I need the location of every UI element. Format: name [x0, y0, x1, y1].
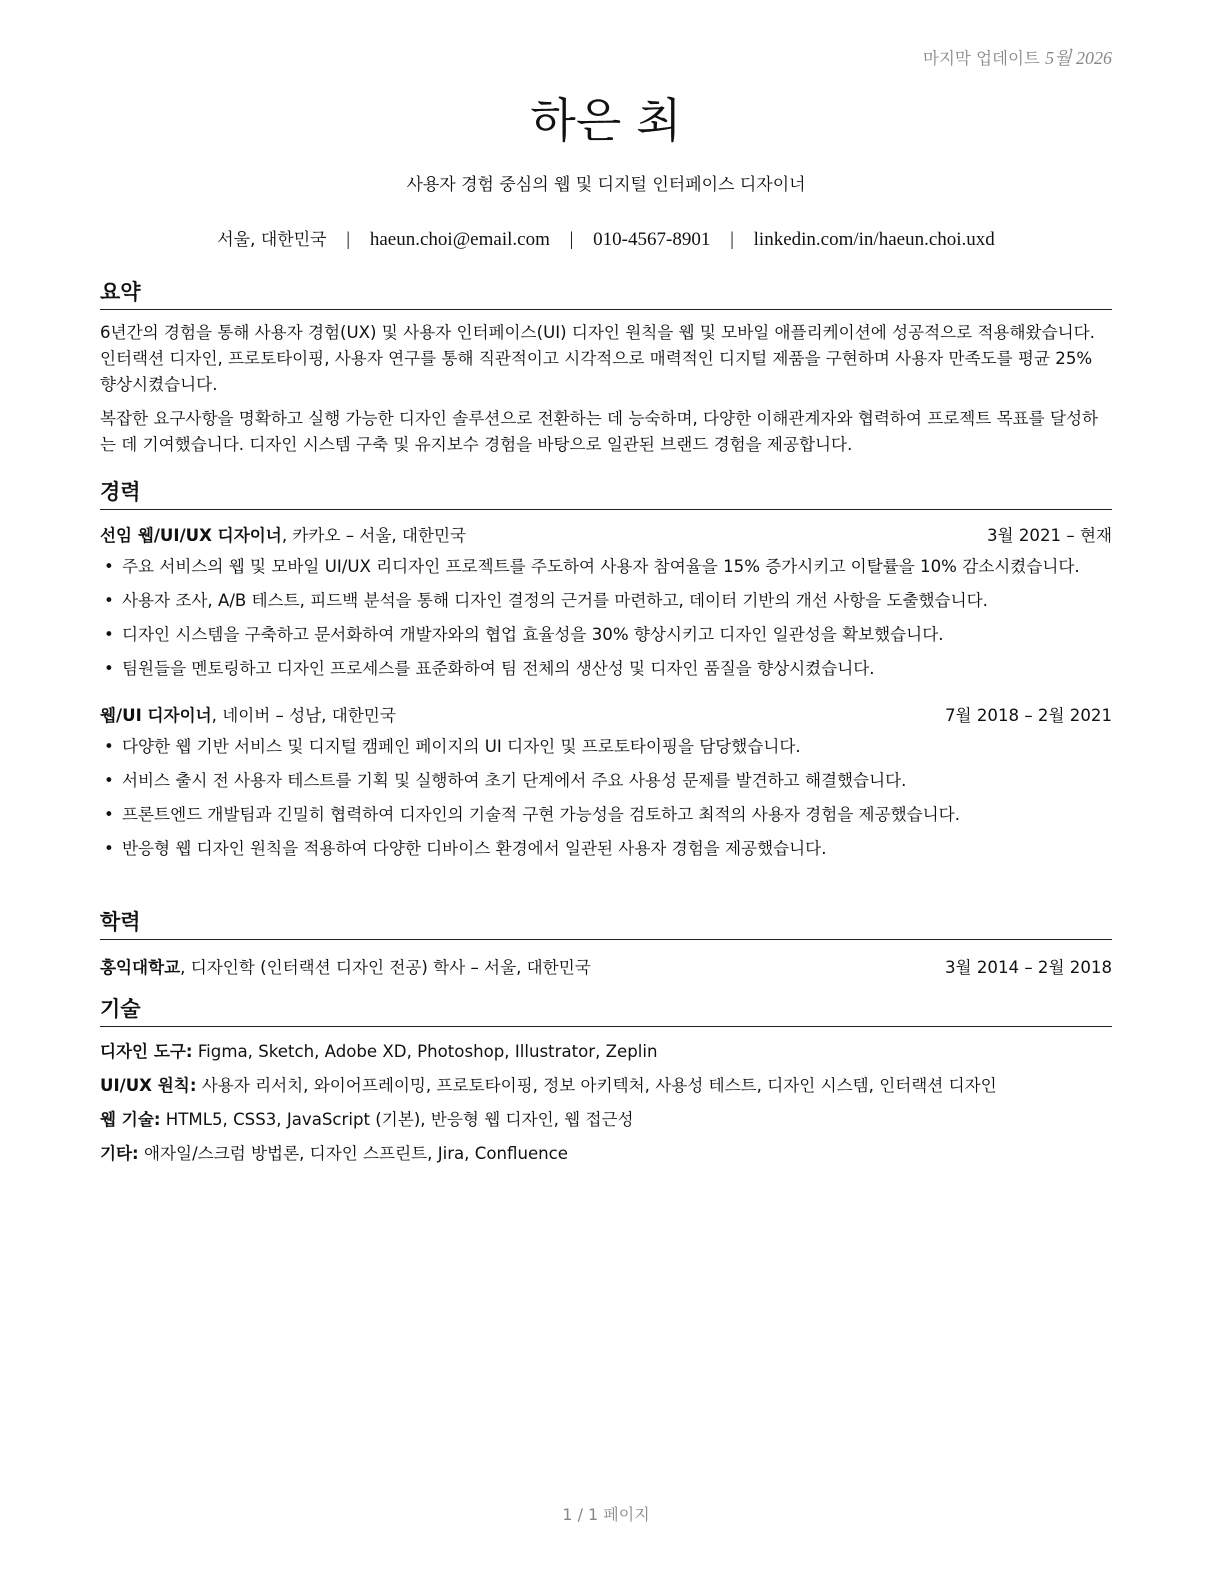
job-dates: 3월 2021 – 현재 [987, 526, 1112, 545]
last-updated-label: 마지막 업데이트 [923, 49, 1040, 68]
contact-email[interactable]: haeun.choi@email.com [369, 229, 550, 250]
section-title-skills: 기술 [100, 993, 1112, 1027]
contact-separator: | [346, 229, 351, 250]
job-bullet: • 프론트엔드 개발팀과 긴밀히 협력하여 디자인의 기술적 구현 가능성을 검토하고 최적의 사용자 경험을 제공했습니다. [100, 802, 1112, 828]
contact-separator: | [730, 229, 734, 250]
job-title: 선임 웹/UI/UX 디자이너 [100, 526, 282, 545]
job-bullet: • 반응형 웹 디자인 원칙을 적용하여 다양한 디바이스 환경에서 일관된 사용자 경험을 제공했습니다. [100, 836, 1112, 862]
skill-row [100, 1141, 1112, 1167]
bullet-dot-icon: • [104, 737, 114, 756]
bullet-dot-icon: • [104, 625, 114, 644]
job-bullet: • 사용자 조사, A/B 테스트, 피드백 분석을 통해 디자인 결정의 근거를 마련하고, 데이터 기반의 개선 사항을 도출했습니다. [100, 588, 1112, 614]
degree-info: , 디자인학 (인터랙션 디자인 전공) 학사 – 서울, 대한민국 [180, 958, 591, 977]
skill-label: 디자인 도구: [100, 1042, 193, 1061]
last-updated-date: 5월 2026 [1045, 48, 1112, 68]
tagline: 사용자 경험 중심의 웹 및 디지털 인터페이스 디자이너 [406, 175, 806, 195]
skill-row [100, 1107, 1112, 1133]
job-entry [100, 702, 1112, 862]
skill-value: Figma, Sketch, Adobe XD, Photoshop, Illustrator, Zeplin [192, 1042, 658, 1061]
section-title-experience: 경력 [100, 476, 1112, 510]
summary-section [100, 276, 1112, 458]
resume-page [100, 0, 1112, 1584]
skill-label: 웹 기술: [100, 1110, 161, 1129]
bullet-dot-icon: • [104, 805, 114, 824]
contact-location: 서울, 대한민국 [217, 230, 327, 250]
job-header [100, 702, 1112, 726]
person-name: 하은 최 [530, 94, 682, 149]
school-name: 홍익대학교 [100, 958, 181, 977]
job-bullet: • 팀원들을 멘토링하고 디자인 프로세스를 표준화하여 팀 전체의 생산성 및 디자인 품질을 향상시켰습니다. [100, 656, 1112, 682]
contact-separator: | [569, 229, 574, 250]
skill-label: 기타: [100, 1144, 139, 1163]
skills-section [100, 993, 1112, 1167]
contact-line [100, 225, 1112, 251]
job-company: , 카카오 – 서울, 대한민국 [281, 526, 467, 545]
skill-value: 애자일/스크럼 방법론, 디자인 스프린트, Jira, Confluence [138, 1144, 569, 1163]
job-bullet: • 디자인 시스템을 구축하고 문서화하여 개발자와의 협업 효율성을 30% 향상시키고 디자인 일관성을 확보했습니다. [100, 622, 1112, 648]
bullet-dot-icon: • [104, 591, 114, 610]
job-company: , 네이버 – 성남, 대한민국 [211, 706, 396, 725]
contact-linkedin[interactable]: linkedin.com/in/haeun.choi.uxd [753, 229, 995, 250]
skill-value: 사용자 리서치, 와이어프레이밍, 프로토타이핑, 정보 아키텍처, 사용성 테스트, 디자인 시스템, 인터랙션 디자인 [196, 1076, 997, 1095]
job-entry [100, 522, 1112, 682]
bullet-dot-icon: • [104, 659, 114, 678]
page-number: 1 / 1 페이지 [562, 1505, 650, 1524]
bullet-dot-icon: • [104, 771, 114, 790]
job-title: 웹/UI 디자이너 [100, 706, 212, 725]
skill-label: UI/UX 원칙: [100, 1076, 197, 1095]
experience-section [100, 476, 1112, 862]
summary-paragraph: 복잡한 요구사항을 명확하고 실행 가능한 디자인 솔루션으로 전환하는 데 능숙하며, 다양한 이해관계자와 협력하여 프로젝트 목표를 달성하는 데 기여했습니다. 디자인 시스템 구축 및 유지보수 경험을 바탕으로 일관된 브랜드 경험을 제공합니다. [100, 409, 1099, 454]
skill-value: HTML5, CSS3, JavaScript (기본), 반응형 웹 디자인, 웹 접근성 [160, 1110, 634, 1129]
job-header [100, 522, 1112, 546]
skill-row [100, 1073, 1112, 1099]
job-bullet: • 주요 서비스의 웹 및 모바일 UI/UX 리디자인 프로젝트를 주도하여 사용자 참여율을 15% 증가시키고 이탈률을 10% 감소시켰습니다. [100, 554, 1112, 580]
job-bullets [100, 734, 1112, 862]
contact-phone: 010-4567-8901 [593, 229, 711, 250]
job-bullet: • 다양한 웹 기반 서비스 및 디지털 캠페인 페이지의 UI 디자인 및 프로토타이핑을 담당했습니다. [100, 734, 1112, 760]
last-updated [923, 44, 1112, 70]
section-title-education: 학력 [100, 906, 1112, 940]
education-section [100, 906, 1112, 978]
education-dates: 3월 2014 – 2월 2018 [944, 958, 1112, 977]
bullet-dot-icon: • [104, 557, 114, 576]
job-bullets [100, 554, 1112, 682]
job-dates: 7월 2018 – 2월 2021 [944, 706, 1112, 725]
summary-paragraph: 6년간의 경험을 통해 사용자 경험(UX) 및 사용자 인터페이스(UI) 디자인 원칙을 웹 및 모바일 애플리케이션에 성공적으로 적용해왔습니다. 인터랙션 디자인, 프로토타이핑, 사용자 연구를 통해 직관적이고 시각적으로 매력적인 디지털 제품을 구현하며 사용자 만족도를 평균 25% 향상시켰습니다. [100, 323, 1095, 394]
education-entry [100, 954, 1112, 978]
skill-row [100, 1039, 1112, 1065]
job-bullet: • 서비스 출시 전 사용자 테스트를 기획 및 실행하여 초기 단계에서 주요 사용성 문제를 발견하고 해결했습니다. [100, 768, 1112, 794]
section-title-summary: 요약 [100, 276, 1112, 310]
bullet-dot-icon: • [104, 839, 114, 858]
